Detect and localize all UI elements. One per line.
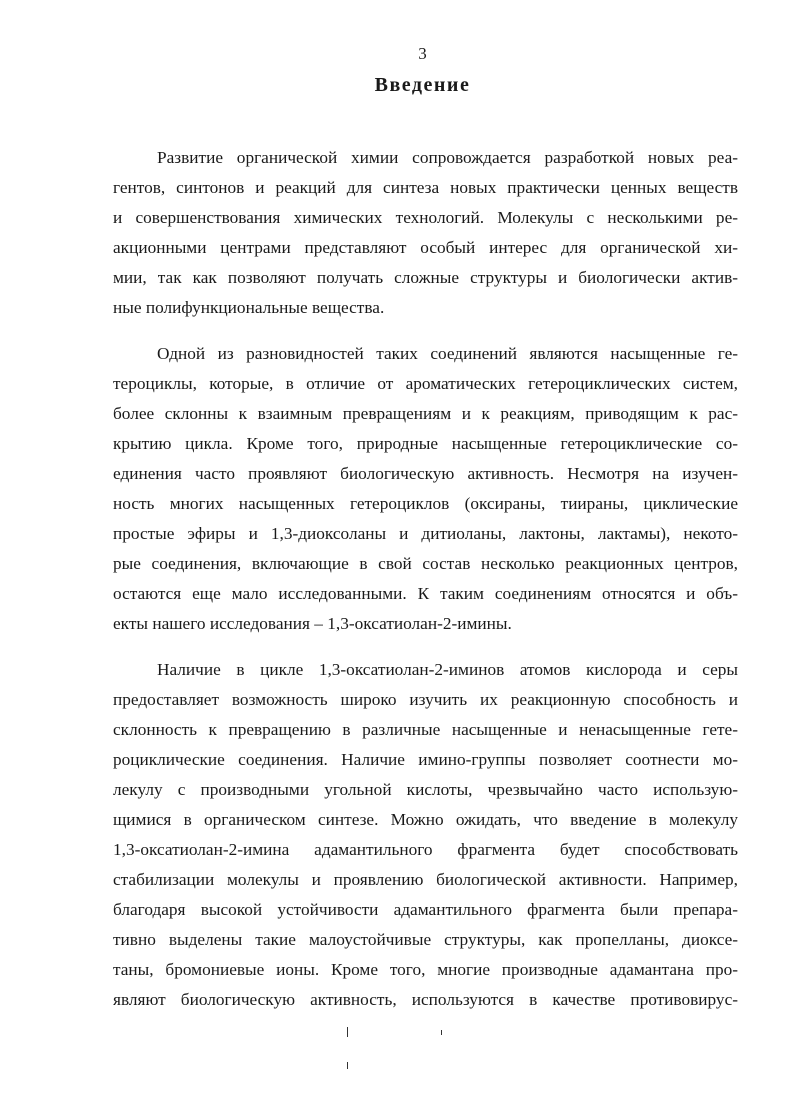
text-line: Наличие в цикле 1,3-оксатиолан-2-иминов атомов кислорода и серы bbox=[157, 660, 738, 679]
text-line: гентов, синтонов и реакций для синтеза новых практически ценных веществ bbox=[113, 178, 738, 197]
text-line: роциклические соединения. Наличие имино-группы позволяет соотнести мо- bbox=[113, 750, 738, 769]
text-line: являют биологическую активность, используются в качестве противовирус- bbox=[113, 990, 738, 1009]
page-number: 3 bbox=[418, 44, 427, 63]
text-line: щимися в органическом синтезе. Можно ожидать, что введение в молекулу bbox=[113, 810, 738, 829]
text-line: ность многих насыщенных гетероциклов (оксираны, тиираны, циклические bbox=[113, 494, 738, 513]
text-line: крытию цикла. Кроме того, природные насыщенные гетероциклические со- bbox=[113, 434, 738, 453]
text-line: тероциклы, которые, в отличие от ароматических гетероциклических систем, bbox=[113, 374, 738, 393]
text-line: более склонны к взаимным превращениям и к реакциям, приводящим к рас- bbox=[113, 404, 738, 423]
scan-artifact bbox=[347, 1027, 348, 1037]
text-line: Развитие органической химии сопровождается разработкой новых реа- bbox=[157, 148, 738, 167]
text-line: рые соединения, включающие в свой состав несколько реакционных центров, bbox=[113, 554, 738, 573]
text-line: лекулу с производными угольной кислоты, чрезвычайно часто использую- bbox=[113, 780, 738, 799]
text-line: Одной из разновидностей таких соединений являются насыщенные ге- bbox=[157, 344, 738, 363]
text-line: таны, бромониевые ионы. Кроме того, многие производные адамантана про- bbox=[113, 960, 738, 979]
text-line: 1,3-оксатиолан-2-имина адамантильного фрагмента будет способствовать bbox=[113, 840, 738, 859]
text-line: екты нашего исследования – 1,3-оксатиолан-2-имины. bbox=[113, 614, 512, 633]
paragraph-2 bbox=[113, 339, 738, 639]
text-line: стабилизации молекулы и проявлению биологической активности. Например, bbox=[113, 870, 738, 889]
text-line: ные полифункциональные вещества. bbox=[113, 298, 385, 317]
text-line: акционными центрами представляют особый интерес для органической хи- bbox=[113, 238, 738, 257]
text-line: единения часто проявляют биологическую активность. Несмотря на изучен- bbox=[113, 464, 738, 483]
text-line: предоставляет возможность широко изучить их реакционную способность и bbox=[113, 690, 738, 709]
scan-artifact bbox=[347, 1062, 348, 1069]
paragraph-3 bbox=[113, 655, 738, 1015]
text-line: простые эфиры и 1,3-диоксоланы и дитиоланы, лактоны, лактамы), некото- bbox=[113, 524, 738, 543]
page-title: Введение bbox=[374, 74, 471, 96]
text-line: остаются еще мало исследованными. К таким соединениям относятся и объ- bbox=[113, 584, 738, 603]
scan-artifact bbox=[441, 1030, 442, 1035]
body-text bbox=[113, 143, 738, 1031]
paragraph-1 bbox=[113, 143, 738, 323]
text-line: мии, так как позволяют получать сложные структуры и биологически актив- bbox=[113, 268, 738, 287]
text-line: склонность к превращению в различные насыщенные и ненасыщенные гете- bbox=[113, 720, 738, 739]
text-line: и совершенствования химических технологий. Молекулы с несколькими ре- bbox=[113, 208, 738, 227]
text-line: благодаря высокой устойчивости адамантильного фрагмента были препара- bbox=[113, 900, 738, 919]
text-line: тивно выделены такие малоустойчивые структуры, как пропелланы, диоксе- bbox=[113, 930, 738, 949]
